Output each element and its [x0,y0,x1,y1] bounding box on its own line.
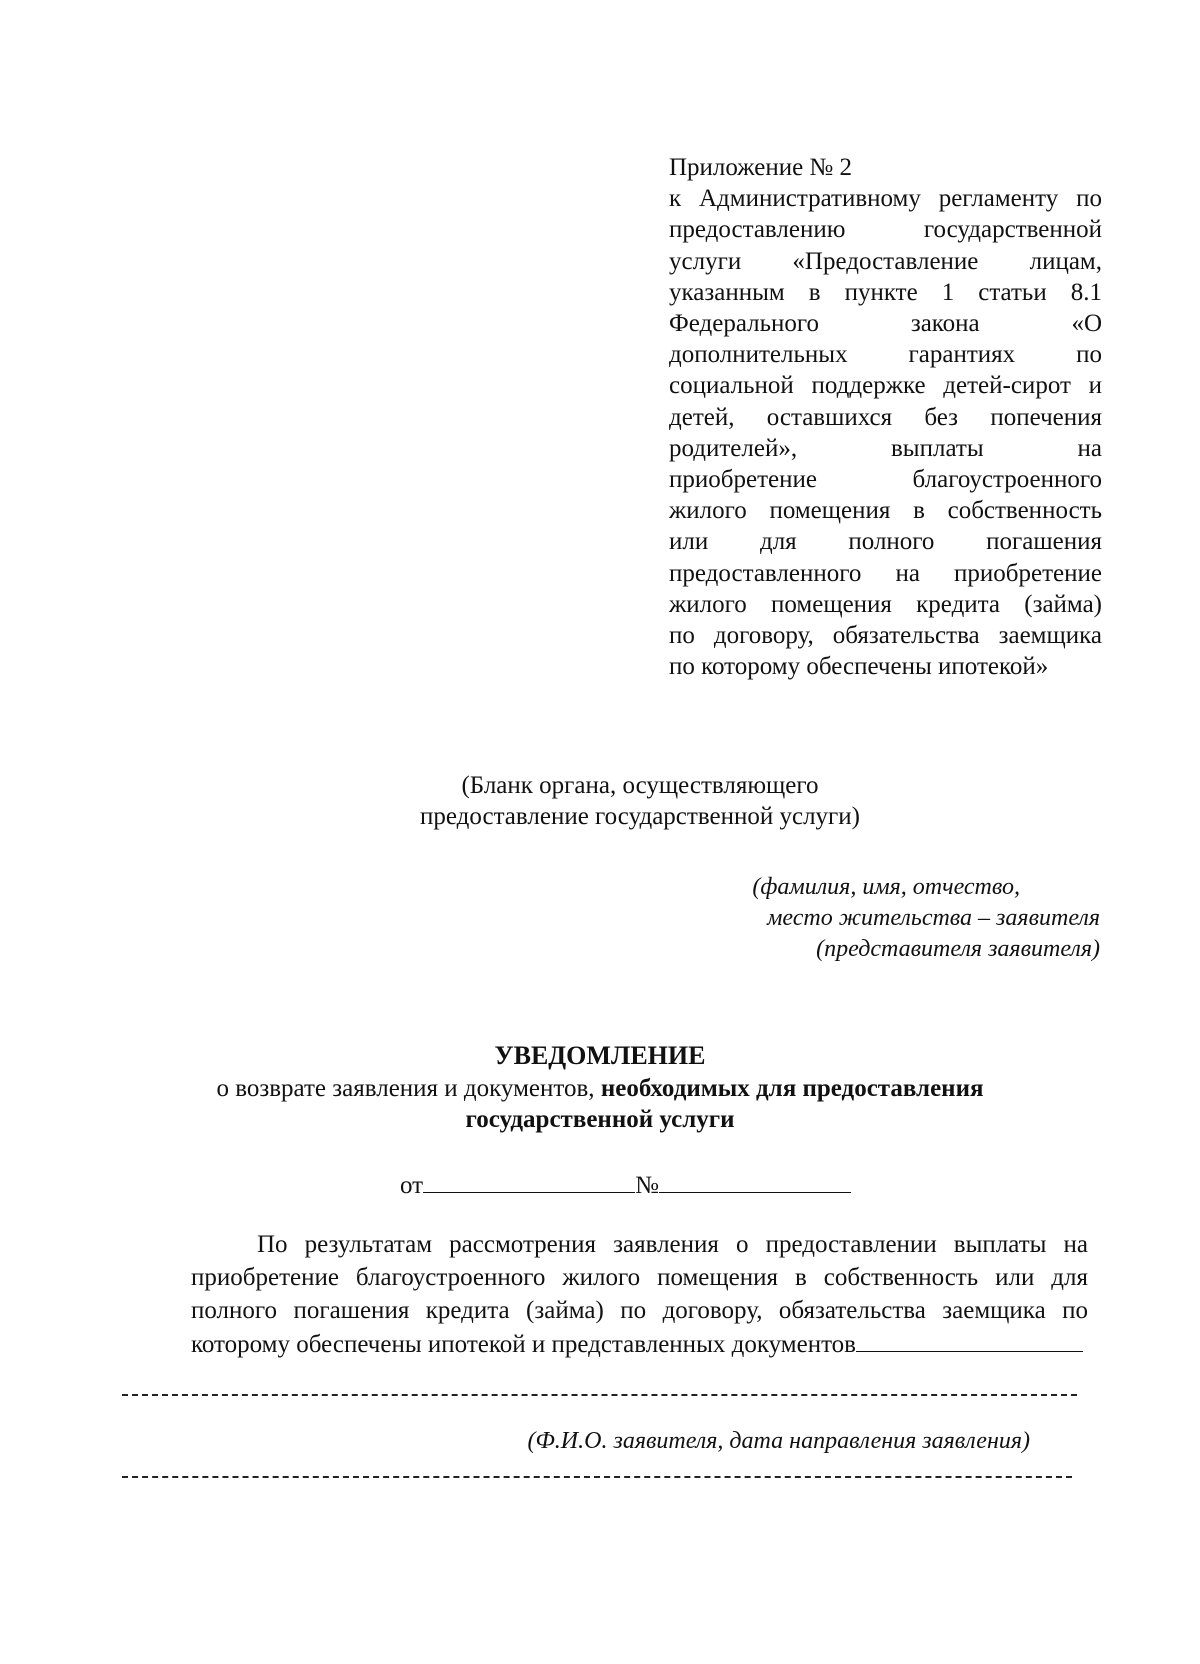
number-blank [659,1170,851,1193]
appendix-line: услуги «Предоставление лицам, [669,247,1102,275]
applicant-address-block [600,872,1100,965]
appendix-line: или для полного погашения [669,528,1102,556]
appendix-line: указанным в пункте 1 статьи 8.1 [669,278,1102,306]
subtitle-row [0,1073,1200,1104]
applicant-line: (представителя заявителя) [816,936,1100,962]
documents-blank [856,1329,1083,1352]
applicant-line: (фамилия, имя, отчество, [752,874,1020,900]
number-label: № [635,1172,659,1199]
fill-in-line [122,1476,1072,1478]
letterhead-line: (Бланк органа, осуществляющего [461,772,819,799]
applicant-line: место жительства – заявителя [767,905,1100,931]
body-line: По результатам рассмотрения заявления о предоставлении выплаты на [257,1231,1088,1258]
appendix-line: к Административному регламенту по [669,185,1102,213]
appendix-line: предоставлению государственной [669,216,1102,244]
appendix-line: Федерального закона «О [669,310,1102,338]
appendix-line: детей, оставшихся без попечения [669,403,1102,431]
subtitle-bold: необходимых для предоставления [600,1075,984,1102]
notice-body [191,1228,1088,1361]
appendix-line: социальной поддержке детей-сирот и [669,372,1102,400]
appendix-line: дополнительных гарантиях по [669,341,1102,369]
notice-title: УВЕДОМЛЕНИЕ [494,1041,706,1070]
appendix-line: жилого помещения кредита (займа) [669,590,1102,618]
appendix-line: приобретение благоустроенного [669,466,1102,494]
body-line-last [191,1328,1088,1361]
appendix-line: по которому обеспечены ипотекой» [669,653,1049,681]
letterhead-line: предоставление государственной услуги) [419,803,860,830]
date-label: от [400,1172,424,1199]
body-line: приобретение благоустроенного жилого помещения в собственность или для [191,1264,1088,1292]
subtitle-line2: государственной услуги [465,1106,735,1133]
date-number-line [400,1170,851,1201]
appendix-line: жилого помещения в собственность [669,497,1102,525]
date-blank [423,1170,635,1193]
appendix-title: Приложение № 2 [669,154,853,181]
body-line: полного погашения кредита (займа) по договору, обязательства заемщика по [191,1297,1088,1325]
fill-in-caption: (Ф.И.О. заявителя, дата направления заявления) [527,1428,1030,1454]
appendix-block [669,152,1102,682]
body-line-text: которому обеспечены ипотекой и представленных документов [191,1330,856,1358]
fill-in-line [122,1394,1077,1396]
subtitle-regular: о возврате заявления и документов, [216,1075,601,1102]
appendix-line: родителей», выплаты на [669,434,1102,462]
notice-subtitle [0,1073,1200,1135]
appendix-line: по договору, обязательства заемщика [669,622,1102,650]
authority-letterhead-note [380,770,900,832]
appendix-line: предоставленного на приобретение [669,559,1102,587]
